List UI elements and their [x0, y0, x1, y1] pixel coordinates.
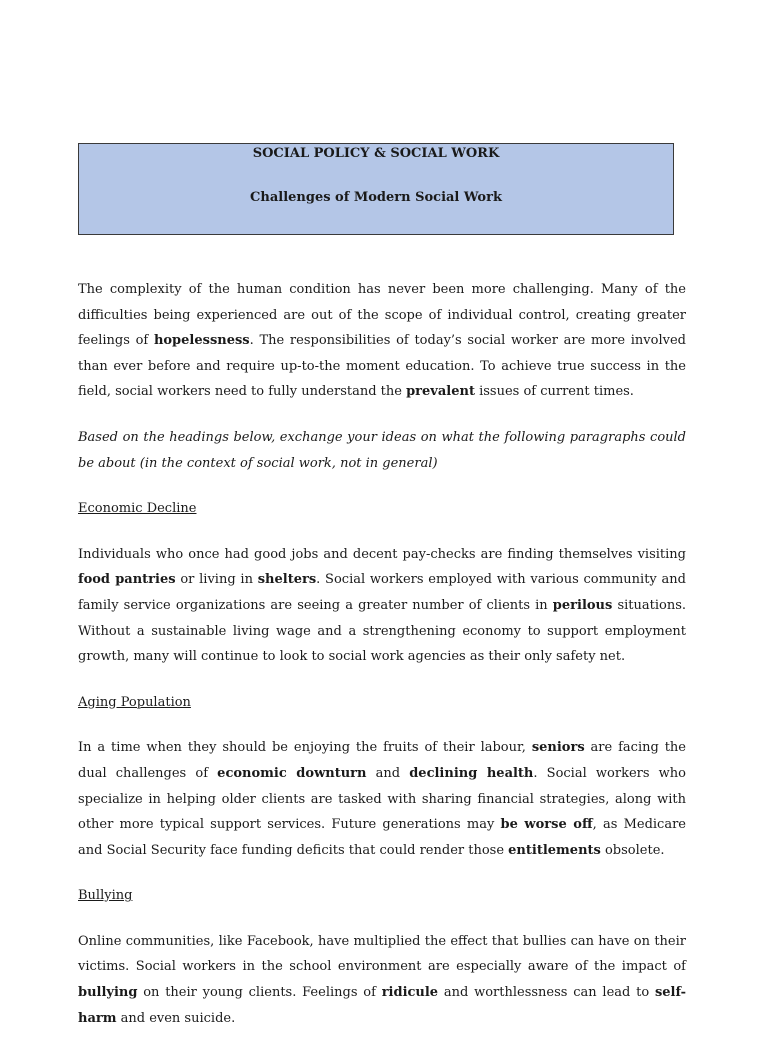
intro-paragraph	[78, 277, 686, 405]
text-run: on their young clients. Feelings of	[137, 985, 382, 1001]
text-run: . Social workers who specialize in helping older clients are tasked with sharing financial strategies, along with other more typical support services. Future generations may	[78, 765, 687, 833]
section-paragraph-aging-population	[78, 735, 686, 863]
document-body	[78, 277, 686, 1051]
text-run: or living in	[175, 572, 258, 588]
text-run: . The responsibilities of today’s social worker are more involved than ever before and require up-to-the moment education. To achieve true success in the field, social workers need to fully understand the	[78, 333, 686, 400]
section-paragraph-economic-decline	[78, 542, 686, 670]
bold-term: prevalent	[406, 384, 475, 400]
bold-term: shelters	[257, 572, 317, 588]
text-run: issues of current times.	[474, 384, 634, 400]
bold-term: seniors	[531, 740, 585, 756]
bold-term: bullying	[78, 985, 138, 1001]
bold-term: entitlements	[508, 842, 601, 858]
document-subtitle: Challenges of Modern Social Work	[250, 190, 502, 205]
section-heading-aging-population: Aging Population	[78, 694, 191, 710]
bold-term: declining health	[409, 765, 534, 781]
section-heading-bullying: Bullying	[78, 888, 133, 904]
bold-term: be worse off	[500, 817, 593, 833]
text-run: In a time when they should be enjoying the fruits of their labour,	[78, 740, 532, 756]
text-run: are facing the dual challenges of	[78, 740, 687, 781]
section-paragraph-bullying	[78, 929, 686, 1031]
bold-term: food pantries	[78, 572, 176, 588]
text-run: . Social workers employed with various community and family service organizations are seeing a greater number of clients in	[78, 572, 686, 613]
title-box	[78, 143, 674, 235]
bold-term: hopelessness	[153, 333, 250, 349]
text-run: and worthlessness can lead to	[438, 985, 655, 1001]
text-run: , as Medicare and Social Security face funding deficits that could render those	[78, 817, 686, 858]
text-run: Online communities, like Facebook, have multiplied the effect that bullies can have on their victims. Social workers in the school environment are especially aware of the impact of	[78, 933, 686, 975]
text-run: situations. Without a sustainable living wage and a strengthening economy to support employment growth, many will continue to look to social work agencies as their only safety net.	[78, 597, 687, 665]
text-run: Individuals who once had good jobs and decent pay-checks are finding themselves visiting	[78, 546, 686, 562]
bold-term: economic downturn	[217, 765, 367, 781]
bold-term: self-harm	[78, 985, 686, 1026]
bold-term: ridicule	[381, 985, 439, 1001]
bold-term: perilous	[552, 597, 613, 613]
document-title: SOCIAL POLICY & SOCIAL WORK	[252, 146, 500, 161]
text-run: The complexity of the human condition has never been more challenging. Many of the difficulties being experienced are out of the scope of individual control, creating greater feelings of	[78, 282, 686, 349]
text-run: and	[366, 765, 410, 781]
text-run: and even suicide.	[116, 1010, 236, 1026]
instruction-paragraph: Based on the headings below, exchange your ideas on what the following paragraphs could be about (in the context of social work, not in general)	[78, 429, 686, 471]
text-run: obsolete.	[600, 842, 665, 858]
section-heading-economic-decline: Economic Decline	[78, 501, 197, 517]
